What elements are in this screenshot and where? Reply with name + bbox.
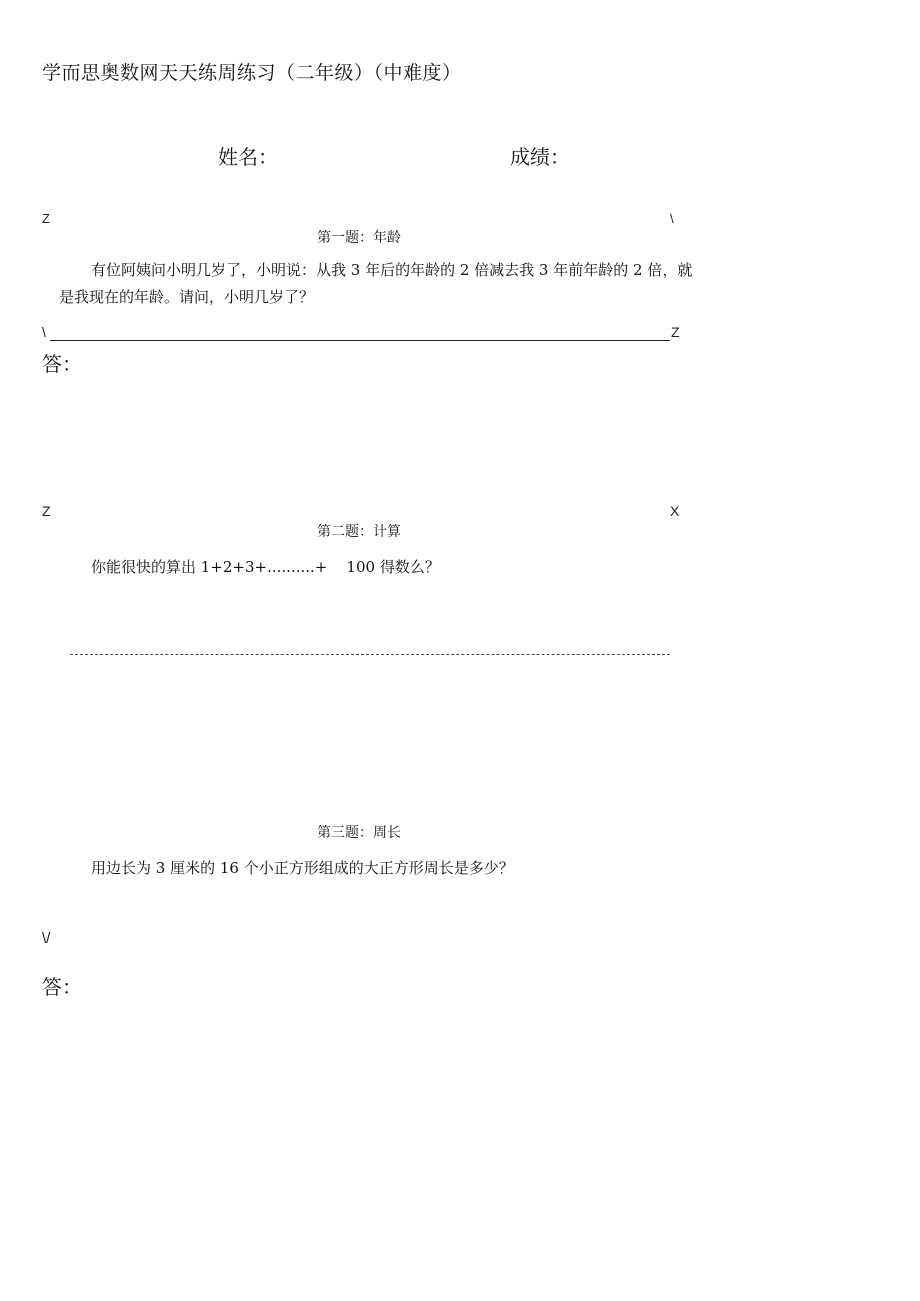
rule-marker-right: Z bbox=[671, 324, 680, 340]
q2-marker-right: X bbox=[670, 503, 680, 519]
question1-answer-label: 答： bbox=[42, 352, 82, 376]
question1-text-line1: 有位阿姨问小明几岁了，小明说：从我 3 年后的年龄的 2 倍减去我 3 年前年龄的 2 倍，就 bbox=[91, 261, 693, 279]
dashed-divider-line bbox=[70, 654, 670, 655]
question2-heading: 第二题：计算 bbox=[317, 524, 401, 540]
question3-answer-label: 答： bbox=[42, 975, 82, 999]
question1-heading: 第一题：年龄 bbox=[317, 230, 401, 246]
q1-marker-left: Z bbox=[42, 211, 50, 226]
question3-heading: 第三题：周长 bbox=[317, 825, 401, 841]
worksheet-title: 学而思奥数网天天练周练习（二年级）（中难度） bbox=[42, 62, 462, 84]
question1-text-line2: 是我现在的年龄。请问，小明几岁了？ bbox=[59, 288, 315, 306]
rule-marker-left: \ bbox=[42, 324, 46, 340]
q1-marker-right: \ bbox=[670, 211, 674, 226]
q3-marker: \/ bbox=[42, 930, 51, 947]
name-field-label: 姓名： bbox=[218, 145, 278, 169]
q2-marker-left: Z bbox=[42, 503, 51, 519]
answer-divider-line bbox=[50, 340, 670, 341]
question3-text: 用边长为 3 厘米的 16 个小正方形组成的大正方形周长是多少？ bbox=[91, 859, 514, 877]
question2-text: 你能很快的算出 1+2+3+..........+ 100 得数么？ bbox=[91, 558, 440, 576]
score-field-label: 成绩： bbox=[510, 145, 570, 169]
